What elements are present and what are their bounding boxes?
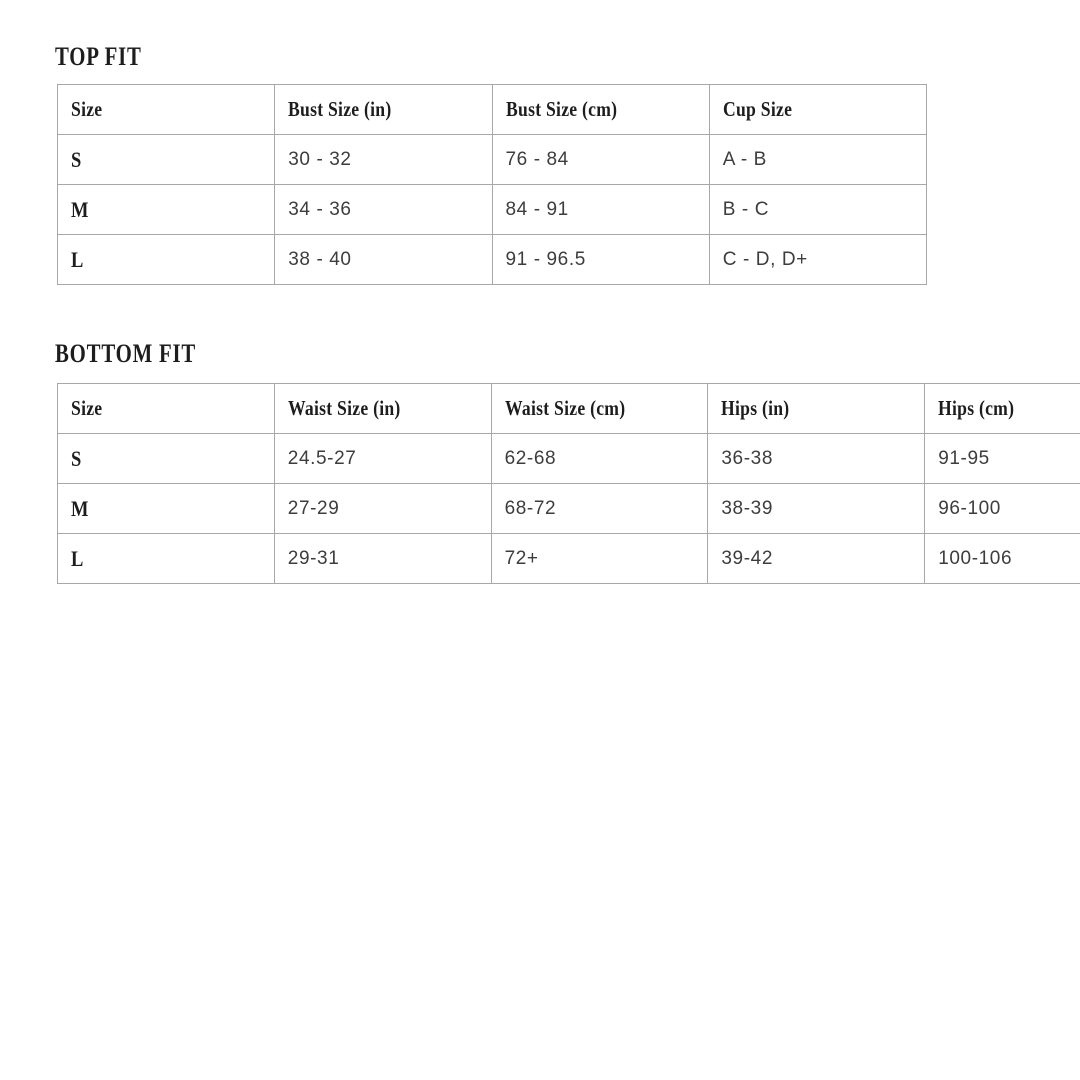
size-cell bbox=[58, 534, 275, 584]
bottom-fit-table bbox=[57, 383, 1080, 584]
column-header-cell bbox=[58, 85, 275, 135]
column-header-label: Size bbox=[71, 97, 103, 121]
table-row bbox=[58, 484, 1080, 534]
top-fit-table bbox=[57, 84, 927, 285]
column-header-cell bbox=[58, 384, 275, 434]
value-cell: 76 - 84 bbox=[492, 135, 709, 185]
size-label: M bbox=[71, 196, 89, 222]
header-row bbox=[58, 384, 1080, 434]
value-cell: 91-95 bbox=[925, 434, 1080, 484]
column-header-label: Bust Size (in) bbox=[288, 97, 392, 121]
size-label: L bbox=[71, 246, 84, 272]
value-cell: 24.5-27 bbox=[274, 434, 491, 484]
column-header-label: Waist Size (cm) bbox=[504, 396, 625, 420]
value-cell: 38 - 40 bbox=[275, 235, 492, 285]
column-header-cell bbox=[274, 384, 491, 434]
value-cell: 38-39 bbox=[708, 484, 925, 534]
value-cell: 29-31 bbox=[274, 534, 491, 584]
value-cell: 27-29 bbox=[274, 484, 491, 534]
value-cell: 84 - 91 bbox=[492, 185, 709, 235]
bottom-fit-title: BOTTOM FIT bbox=[55, 339, 197, 368]
column-header-cell bbox=[492, 85, 709, 135]
column-header-label: Cup Size bbox=[722, 97, 792, 121]
value-cell: 62-68 bbox=[491, 434, 708, 484]
value-cell: 72+ bbox=[491, 534, 708, 584]
size-cell bbox=[58, 235, 275, 285]
column-header-label: Size bbox=[71, 396, 103, 420]
table-row bbox=[58, 434, 1080, 484]
table-row bbox=[58, 185, 927, 235]
column-header-label: Hips (cm) bbox=[938, 396, 1015, 420]
value-cell: 39-42 bbox=[708, 534, 925, 584]
column-header-cell bbox=[708, 384, 925, 434]
size-label: S bbox=[71, 445, 82, 471]
table-row bbox=[58, 235, 927, 285]
value-cell: B - C bbox=[709, 185, 926, 235]
column-header-cell bbox=[925, 384, 1080, 434]
column-header-label: Waist Size (in) bbox=[287, 396, 401, 420]
value-cell: 34 - 36 bbox=[275, 185, 492, 235]
header-row bbox=[58, 85, 927, 135]
table-row bbox=[58, 534, 1080, 584]
value-cell: A - B bbox=[709, 135, 926, 185]
size-cell bbox=[58, 135, 275, 185]
column-header-cell bbox=[275, 85, 492, 135]
value-cell: 100-106 bbox=[925, 534, 1080, 584]
value-cell: 30 - 32 bbox=[275, 135, 492, 185]
size-label: L bbox=[71, 545, 84, 571]
column-header-cell bbox=[491, 384, 708, 434]
size-cell bbox=[58, 434, 275, 484]
value-cell: C - D, D+ bbox=[709, 235, 926, 285]
size-label: M bbox=[71, 495, 89, 521]
column-header-cell bbox=[709, 85, 926, 135]
size-cell bbox=[58, 484, 275, 534]
value-cell: 68-72 bbox=[491, 484, 708, 534]
size-cell bbox=[58, 185, 275, 235]
value-cell: 96-100 bbox=[925, 484, 1080, 534]
table-row bbox=[58, 135, 927, 185]
column-header-label: Hips (in) bbox=[721, 396, 790, 420]
column-header-label: Bust Size (cm) bbox=[505, 97, 617, 121]
top-fit-title: TOP FIT bbox=[55, 42, 142, 71]
value-cell: 36-38 bbox=[708, 434, 925, 484]
value-cell: 91 - 96.5 bbox=[492, 235, 709, 285]
size-label: S bbox=[71, 146, 82, 172]
